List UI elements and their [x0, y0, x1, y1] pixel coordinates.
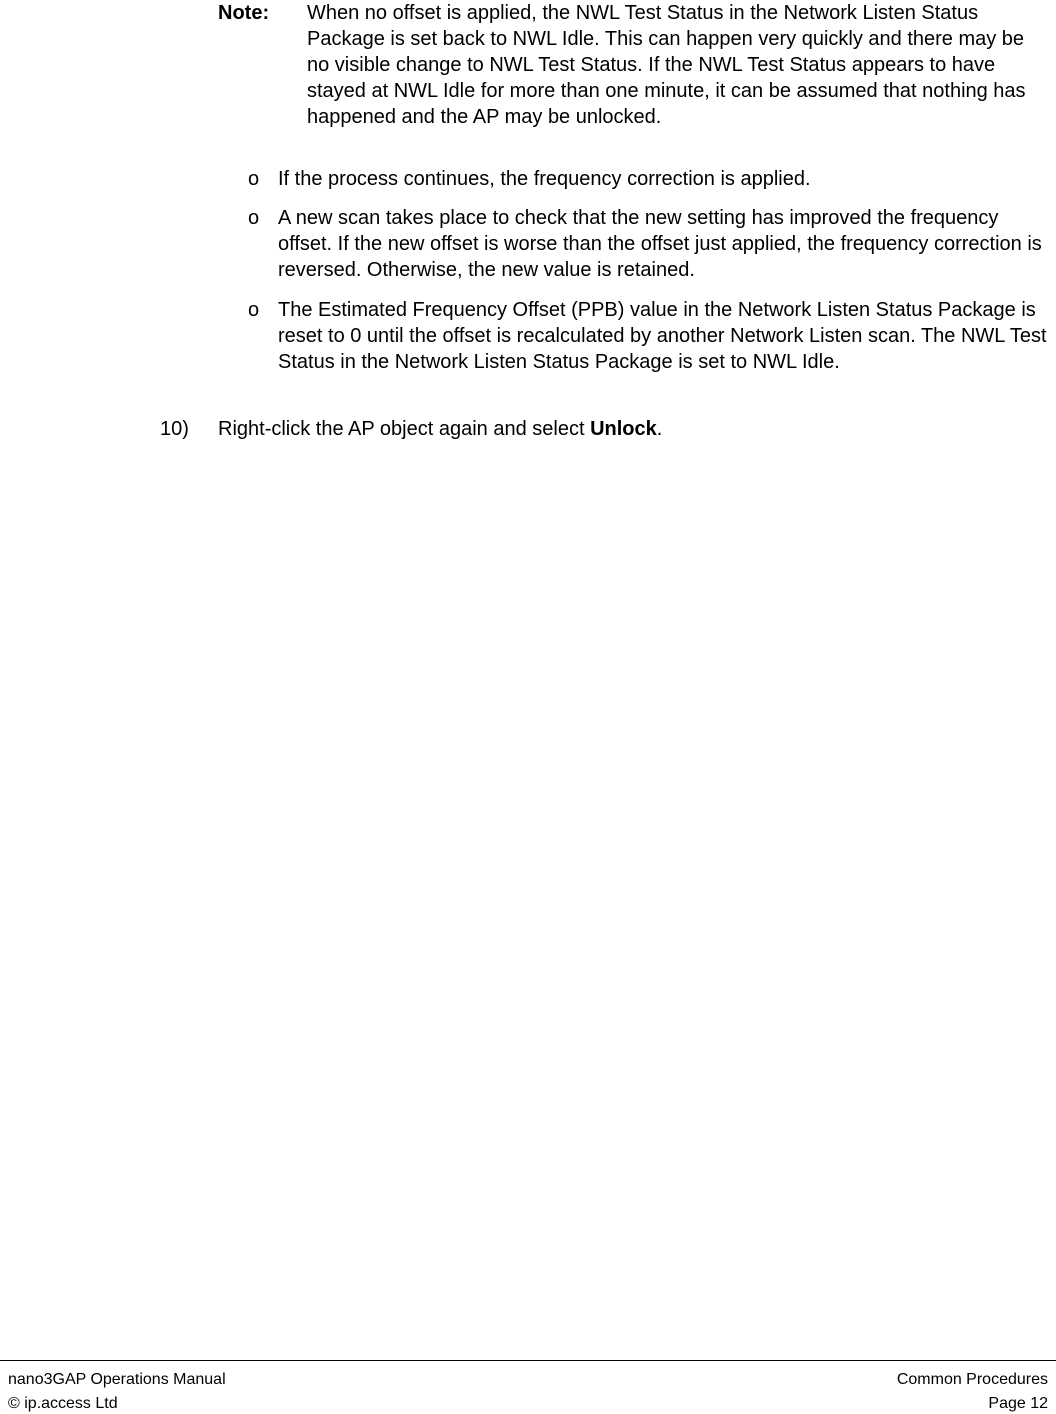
step-number: 10): [160, 418, 189, 440]
list-item-text: If the process continues, the frequency correction is applied.: [278, 168, 811, 190]
bullet-marker-icon: o: [248, 299, 260, 321]
note-text: When no offset is applied, the NWL Test Status in the Network Listen Status Package is set back to NWL Idle. This can happen very quickly and there may be no visible change to NWL Test Status. If the NWL Test Status appears to have stayed at NWL Idle for more than one minute, it can be assumed that nothing has happened and the AP may be unlocked.: [307, 2, 1026, 128]
footer-divider: [0, 1360, 1056, 1361]
step-text-before: Right-click the AP object again and select: [218, 418, 591, 440]
note-label: Note:: [218, 2, 270, 24]
bullet-marker-icon: o: [248, 168, 260, 190]
footer-copyright: © ip.access Ltd: [8, 1395, 118, 1412]
footer-document-title: nano3GAP Operations Manual: [8, 1371, 226, 1388]
footer-section-title: Common Procedures: [896, 1371, 1048, 1388]
step-text: [218, 416, 1038, 442]
footer-page-number: Page 12: [988, 1395, 1048, 1412]
list-item-text: A new scan takes place to check that the new setting has improved the frequency offset. If the new offset is worse than the offset just applied, the frequency correction is reversed. Otherwise, the new value is retained.: [278, 207, 1042, 281]
step-text-after: .: [656, 418, 663, 440]
unlock-command: Unlock: [590, 418, 657, 440]
bullet-marker-icon: o: [248, 207, 260, 229]
list-item-text: The Estimated Frequency Offset (PPB) value in the Network Listen Status Package is reset to 0 until the offset is recalculated by another Network Listen scan. The NWL Test Status in the Network Listen Status Package is set to NWL Idle.: [278, 299, 1047, 373]
